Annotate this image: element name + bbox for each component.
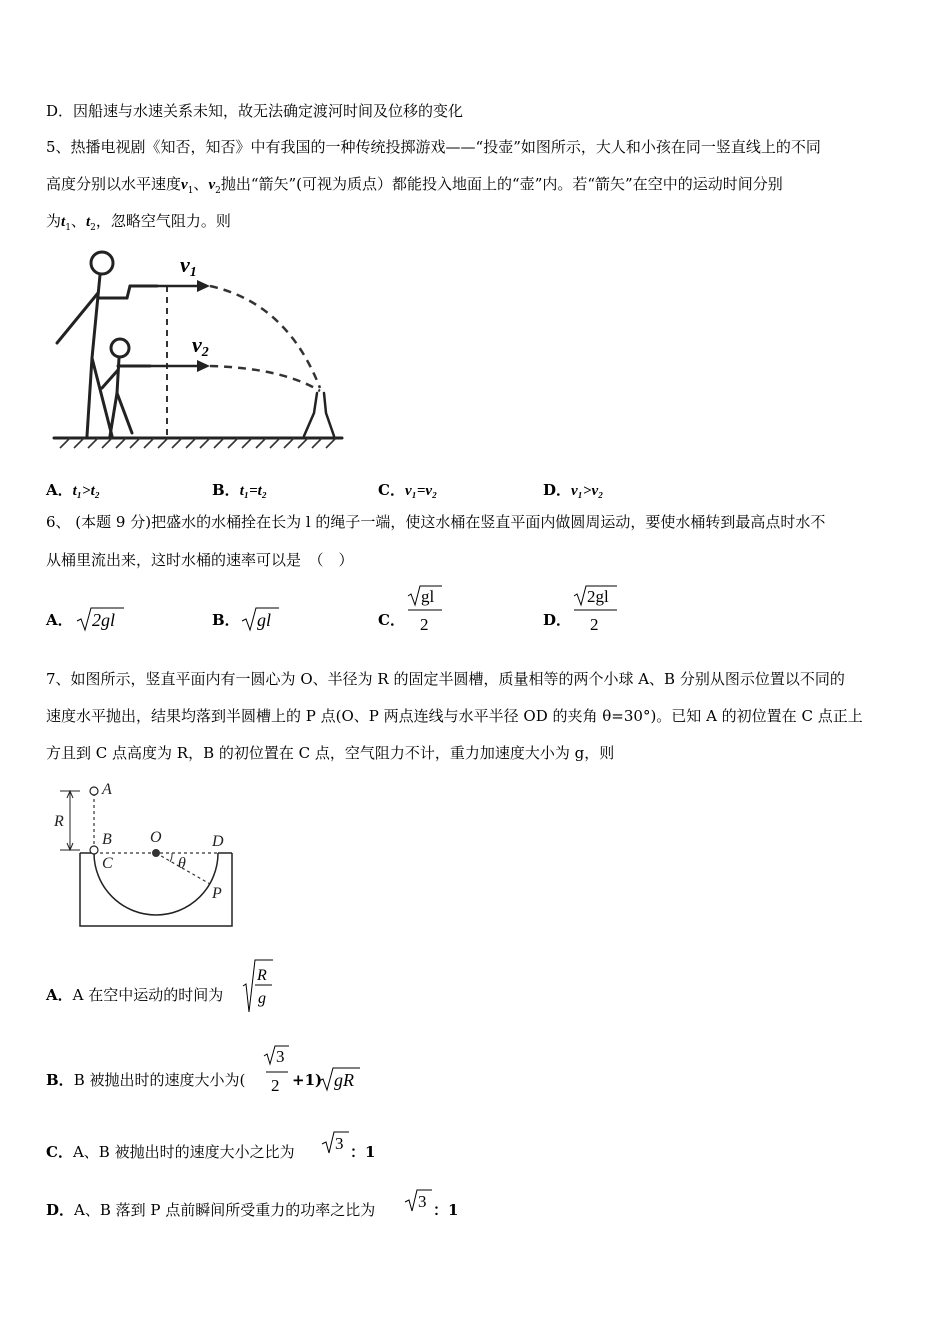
q5-c-text: v₁=v₂ [404, 483, 438, 499]
q4-option-d: D．因船速与水速关系未知，故无法确定渡河时间及位移的变化 [46, 102, 464, 120]
q7-d-text: A、B 落到 P 点前瞬间所受重力的功率之比为 [74, 1201, 376, 1219]
q6-option-c-label: C． [378, 611, 405, 629]
q6-option-b-label: B． [212, 611, 240, 629]
q7-option-c [46, 1142, 295, 1162]
q6-a-expr: 2gl [92, 610, 116, 630]
q7-a-text: A 在空中运动的时间为 [72, 986, 224, 1004]
fig-label-theta: θ [178, 855, 186, 872]
q6-option-d-frac [572, 584, 620, 634]
q7-b-den: 2 [271, 1076, 280, 1095]
q5-option-a [46, 480, 100, 501]
q6-stem-line1: 6、 (本题 9 分)把盛水的水桶拴在长为 l 的绳子一端，使这水桶在竖直平面内做圆周运动，要使水桶转到最高点时水不 [46, 513, 826, 531]
q6-option-a-sqrt [76, 606, 126, 632]
adult-head [91, 252, 113, 274]
q6-c-num: gl [421, 587, 435, 606]
q5-figure-touhu [52, 248, 352, 458]
q5-option-b [212, 480, 267, 501]
q7-a-den: g [258, 990, 266, 1007]
fig-label-a: A [102, 781, 112, 798]
q6-option-c-frac [406, 584, 446, 634]
fig-label-c: C [102, 855, 113, 872]
fig-label-p: P [212, 885, 222, 902]
q7-option-a-sqrt-frac [241, 958, 275, 1014]
q7-b-num: 3 [276, 1047, 285, 1066]
q5-line2-a: 高度分别以水平速度 [46, 175, 182, 193]
q5-stem-line3: 为$t_1$、$t_2$，忽略空气阻力。则 [46, 212, 231, 233]
q7-option-a [46, 985, 223, 1005]
q5-line3-a: 为 [46, 212, 62, 230]
q7-option-d-tail: ：1 [433, 1201, 459, 1219]
q7-b-expr: gR [334, 1070, 354, 1090]
q5-line3-b: ，忽略空气阻力。则 [95, 212, 231, 230]
q5-a-label: A． [46, 481, 73, 499]
q7-option-b-frac [262, 1044, 292, 1096]
q7-b-label: B． [46, 1071, 74, 1089]
q5-stem-line1: 5、热播电视剧《知否，知否》中有我国的一种传统投掷游戏——“投壶”如图所示，大人和小孩在同一竖直线上的不同 [46, 138, 821, 156]
q5-a-text: t₁>t₂ [72, 483, 100, 499]
fig-label-d: D [212, 833, 224, 850]
q7-stem-line2: 速度水平抛出，结果均落到半圆槽上的 P 点(O、P 两点连线与水平半径 OD 的夹角 θ=30°)。已知 A 的初位置在 C 点正上 [46, 707, 863, 725]
q6-option-b-sqrt [241, 606, 281, 632]
q5-d-label: D． [543, 481, 572, 499]
q7-option-d-sqrt [404, 1188, 434, 1214]
q6-b-expr: gl [257, 610, 272, 630]
q7-c-label: C． [46, 1143, 73, 1161]
q5-option-c [378, 480, 437, 501]
q6-option-a-label: A． [46, 611, 73, 629]
q6-stem-line2: 从桶里流出来，这时水桶的速率可以是 （ ） [46, 551, 354, 569]
q5-stem-line2: 高度分别以水平速度$v_1$、$v_2$抛出“箭矢”(可视为质点）都能投入地面上的“壶”内。若“箭矢”在空中的运动时间分别 [46, 175, 783, 196]
q7-d-label: D． [46, 1201, 75, 1219]
q5-d-text: v₁>v₂ [571, 483, 604, 499]
q7-c-root: 3 [335, 1134, 344, 1153]
q5-b-text: t₁=t₂ [239, 483, 268, 499]
q7-a-num: R [257, 967, 267, 984]
q5-b-label: B． [212, 481, 240, 499]
fig-label-o: O [150, 829, 162, 846]
q5-c-label: C． [378, 481, 405, 499]
fig-v2-label: v2 [192, 332, 209, 360]
q7-option-c-tail: ：1 [350, 1143, 376, 1161]
q7-c-text: A、B 被抛出时的速度大小之比为 [72, 1143, 295, 1161]
child-head [111, 339, 129, 357]
q5-line2-b: 抛出“箭矢”(可视为质点）都能投入地面上的“壶”内。若“箭矢”在空中的运动时间分别 [220, 175, 783, 193]
q6-d-den: 2 [590, 615, 599, 634]
q7-d-root: 3 [418, 1192, 427, 1211]
q7-option-b-tail: +1) [292, 1071, 323, 1089]
q7-stem-line3: 方且到 C 点高度为 R，B 的初位置在 C 点，空气阻力不计，重力加速度大小为 g，则 [46, 744, 615, 762]
q7-option-b [46, 1070, 245, 1090]
q7-option-c-sqrt [321, 1130, 351, 1156]
q7-a-label: A． [46, 986, 73, 1004]
fig-v1-label: v1 [180, 252, 197, 280]
q6-d-num: 2gl [587, 587, 609, 606]
q7-option-b-sqrt [318, 1066, 362, 1092]
fig-label-r: R [54, 813, 64, 830]
q6-option-d-label: D． [543, 611, 572, 629]
q7-figure-halfcircle [50, 778, 250, 928]
q7-b-text: B 被抛出时的速度大小为( [73, 1071, 246, 1089]
q7-option-d [46, 1200, 375, 1220]
q6-c-den: 2 [420, 615, 429, 634]
q5-option-d [543, 480, 603, 501]
q7-stem-line1: 7、如图所示，竖直平面内有一圆心为 O、半径为 R 的固定半圆槽，质量相等的两个小球 A、B 分别从图示位置以不同的 [46, 670, 845, 688]
fig-label-b: B [102, 831, 112, 848]
